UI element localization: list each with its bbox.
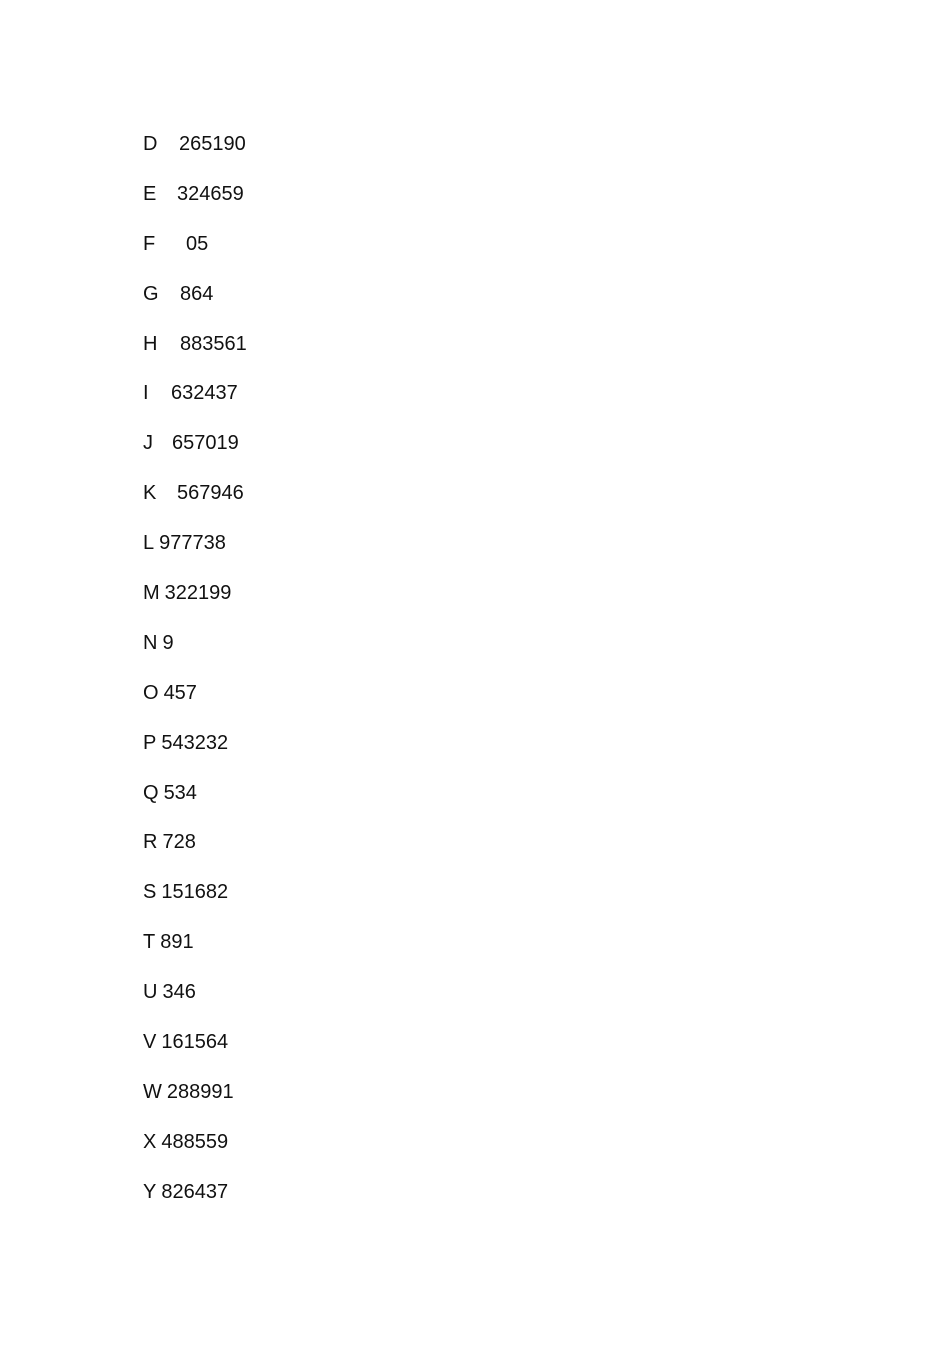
item-letter: W — [143, 1080, 162, 1103]
item-value: 05 — [186, 232, 209, 255]
item-value: 543232 — [161, 731, 229, 754]
item-value: 151682 — [161, 881, 229, 904]
item-letter: P — [143, 731, 157, 754]
list-item — [143, 481, 247, 531]
item-letter: Q — [143, 781, 159, 804]
letter-number-list — [143, 132, 247, 1230]
list-item — [143, 880, 247, 930]
item-value: 457 — [163, 681, 197, 704]
list-item — [143, 980, 247, 1030]
item-value: 891 — [160, 931, 194, 954]
item-letter: S — [143, 881, 157, 904]
item-letter: D — [143, 133, 158, 155]
item-value: 534 — [163, 781, 197, 804]
item-value: 864 — [180, 282, 214, 305]
list-item — [143, 631, 247, 681]
list-item — [143, 581, 247, 631]
item-value: 728 — [162, 831, 196, 854]
item-letter: L — [143, 532, 155, 555]
list-item — [143, 1080, 247, 1130]
list-item — [143, 731, 247, 781]
item-letter: M — [143, 582, 160, 605]
list-item — [143, 232, 247, 282]
item-letter: Y — [143, 1180, 157, 1203]
item-letter: F — [143, 232, 156, 255]
item-value: 265190 — [179, 133, 246, 155]
item-value: 288991 — [166, 1080, 234, 1103]
list-item — [143, 531, 247, 581]
item-value: 826437 — [161, 1180, 229, 1203]
item-value: 488559 — [161, 1130, 229, 1153]
list-item — [143, 1130, 247, 1180]
item-value: 324659 — [177, 182, 244, 205]
item-value: 346 — [162, 981, 196, 1004]
list-item — [143, 431, 247, 481]
item-value: 567946 — [177, 482, 244, 505]
item-value: 322199 — [164, 582, 232, 605]
list-item — [143, 1030, 247, 1080]
item-letter: E — [143, 182, 157, 205]
item-letter: V — [143, 1031, 157, 1054]
list-item — [143, 781, 247, 831]
list-item — [143, 381, 247, 431]
item-letter: H — [143, 332, 158, 355]
item-letter: J — [143, 432, 153, 455]
item-value: 632437 — [171, 382, 238, 405]
item-letter: R — [143, 831, 158, 854]
item-letter: N — [143, 631, 158, 654]
item-value: 977738 — [159, 532, 226, 555]
item-letter: G — [143, 282, 159, 305]
item-value: 883561 — [180, 332, 247, 355]
item-letter: T — [143, 931, 156, 954]
item-letter: O — [143, 681, 159, 704]
list-item — [143, 830, 247, 880]
item-letter: U — [143, 981, 158, 1004]
item-letter: K — [143, 482, 157, 505]
list-item — [143, 1180, 247, 1230]
item-value: 657019 — [172, 432, 239, 455]
list-item — [143, 182, 247, 232]
list-item — [143, 930, 247, 980]
item-letter: I — [143, 382, 149, 405]
list-item — [143, 681, 247, 731]
item-letter: X — [143, 1130, 157, 1153]
list-item — [143, 132, 247, 182]
item-value: 161564 — [161, 1031, 229, 1054]
list-item — [143, 332, 247, 382]
list-item — [143, 282, 247, 332]
item-value: 9 — [162, 631, 174, 654]
